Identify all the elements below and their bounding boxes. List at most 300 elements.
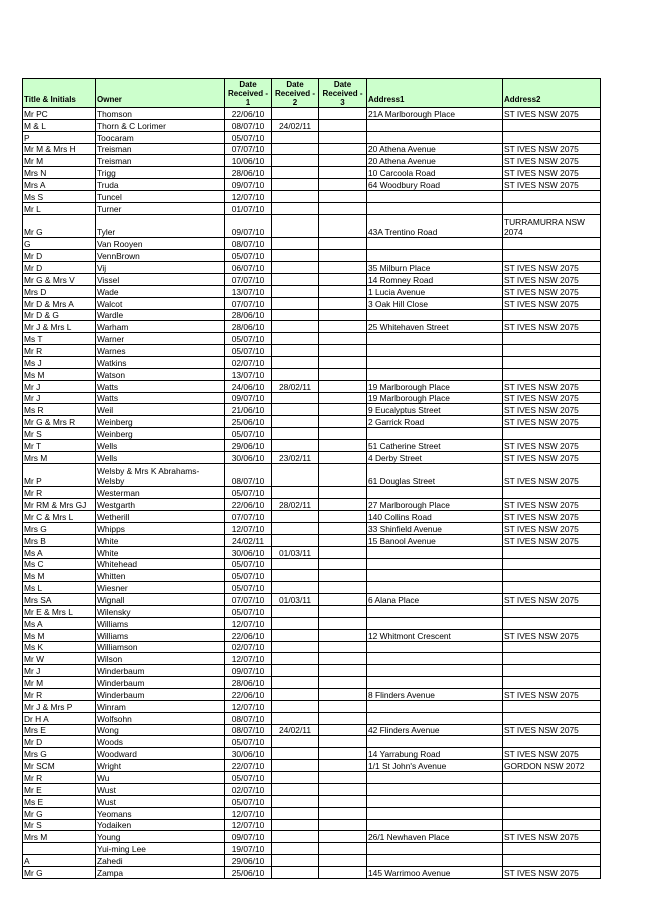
cell-title: Mr P xyxy=(23,463,96,487)
cell-title: P xyxy=(23,131,96,143)
cell-address1 xyxy=(367,191,503,203)
cell-address1: 51 Catherine Street xyxy=(367,440,503,452)
cell-date-2 xyxy=(272,321,319,333)
table-row xyxy=(23,191,601,203)
cell-title: G xyxy=(23,238,96,250)
cell-address1: 9 Eucalyptus Street xyxy=(367,404,503,416)
cell-date-3 xyxy=(319,333,367,345)
table-row xyxy=(23,214,601,238)
cell-address1: 2 Garrick Road xyxy=(367,416,503,428)
cell-owner: Thorn & C Lorimer xyxy=(96,119,225,131)
table-row xyxy=(23,855,601,867)
cell-title: Ms S xyxy=(23,191,96,203)
cell-date-2 xyxy=(272,617,319,629)
cell-address1: 19 Marlborough Place xyxy=(367,392,503,404)
cell-date-2 xyxy=(272,629,319,641)
cell-date-2 xyxy=(272,582,319,594)
cell-title: Ms A xyxy=(23,546,96,558)
cell-date-1: 13/07/10 xyxy=(225,368,272,380)
cell-title: Mrs SA xyxy=(23,594,96,606)
cell-date-2 xyxy=(272,214,319,238)
table-row xyxy=(23,155,601,167)
cell-address2 xyxy=(503,855,601,867)
cell-date-2: 01/03/11 xyxy=(272,594,319,606)
cell-owner: Wong xyxy=(96,724,225,736)
cell-title: Mr R xyxy=(23,772,96,784)
cell-date-2 xyxy=(272,819,319,831)
cell-address1: 33 Shinfield Avenue xyxy=(367,523,503,535)
cell-date-3 xyxy=(319,202,367,214)
table-row xyxy=(23,202,601,214)
cell-address2 xyxy=(503,772,601,784)
table-row xyxy=(23,309,601,321)
cell-title: Mr J xyxy=(23,380,96,392)
cell-date-3 xyxy=(319,606,367,618)
cell-address2: ST IVES NSW 2075 xyxy=(503,594,601,606)
cell-address1 xyxy=(367,712,503,724)
table-row xyxy=(23,606,601,618)
cell-owner: Whitten xyxy=(96,570,225,582)
table-row xyxy=(23,274,601,286)
cell-address2 xyxy=(503,570,601,582)
cell-title: Mr G xyxy=(23,214,96,238)
cell-title: Mr M & Mrs H xyxy=(23,143,96,155)
cell-owner: Zahedi xyxy=(96,855,225,867)
cell-date-2 xyxy=(272,463,319,487)
cell-date-1: 22/06/10 xyxy=(225,689,272,701)
cell-title: Mr D & G xyxy=(23,309,96,321)
cell-date-3 xyxy=(319,724,367,736)
cell-address1: 8 Flinders Avenue xyxy=(367,689,503,701)
cell-address1: 25 Whitehaven Street xyxy=(367,321,503,333)
cell-address2: ST IVES NSW 2075 xyxy=(503,167,601,179)
cell-address1 xyxy=(367,558,503,570)
cell-owner: Whitehead xyxy=(96,558,225,570)
table-row xyxy=(23,143,601,155)
cell-date-2 xyxy=(272,760,319,772)
cell-address2 xyxy=(503,819,601,831)
cell-date-3 xyxy=(319,653,367,665)
cell-date-2: 28/02/11 xyxy=(272,499,319,511)
cell-date-2 xyxy=(272,440,319,452)
cell-date-1: 09/07/10 xyxy=(225,392,272,404)
cell-date-2 xyxy=(272,357,319,369)
cell-date-2 xyxy=(272,108,319,120)
cell-date-1: 19/07/10 xyxy=(225,843,272,855)
cell-date-3 xyxy=(319,392,367,404)
cell-owner: Warnes xyxy=(96,345,225,357)
cell-address1: 14 Yarrabung Road xyxy=(367,748,503,760)
cell-owner: White xyxy=(96,534,225,546)
cell-date-1: 12/07/10 xyxy=(225,653,272,665)
cell-date-3 xyxy=(319,582,367,594)
cell-address1 xyxy=(367,202,503,214)
cell-address1 xyxy=(367,368,503,380)
table-row xyxy=(23,653,601,665)
cell-owner: Tuncel xyxy=(96,191,225,203)
cell-title: Ms A xyxy=(23,617,96,629)
cell-date-1: 05/07/10 xyxy=(225,582,272,594)
cell-owner: Wright xyxy=(96,760,225,772)
table-row xyxy=(23,416,601,428)
table-row xyxy=(23,250,601,262)
cell-owner: Westgarth xyxy=(96,499,225,511)
cell-owner: Vij xyxy=(96,262,225,274)
cell-address1 xyxy=(367,617,503,629)
cell-address2: ST IVES NSW 2075 xyxy=(503,748,601,760)
cell-title: Ms L xyxy=(23,582,96,594)
table-body xyxy=(23,108,601,879)
cell-date-1: 12/07/10 xyxy=(225,191,272,203)
cell-owner: Warham xyxy=(96,321,225,333)
cell-title: Mr G xyxy=(23,807,96,819)
cell-address2: ST IVES NSW 2075 xyxy=(503,724,601,736)
table-row xyxy=(23,321,601,333)
cell-address2: ST IVES NSW 2075 xyxy=(503,416,601,428)
table-row xyxy=(23,131,601,143)
cell-date-3 xyxy=(319,499,367,511)
cell-owner: Wignall xyxy=(96,594,225,606)
cell-date-3 xyxy=(319,689,367,701)
cell-address1 xyxy=(367,119,503,131)
cell-address2: GORDON NSW 2072 xyxy=(503,760,601,772)
cell-owner: Woods xyxy=(96,736,225,748)
cell-title: Mr C & Mrs L xyxy=(23,511,96,523)
cell-owner: Vissel xyxy=(96,274,225,286)
cell-address2: ST IVES NSW 2075 xyxy=(503,262,601,274)
cell-date-2: 01/03/11 xyxy=(272,546,319,558)
cell-date-1: 29/06/10 xyxy=(225,440,272,452)
cell-title: Ms M xyxy=(23,368,96,380)
cell-title: Mr D & Mrs A xyxy=(23,297,96,309)
cell-address1 xyxy=(367,582,503,594)
cell-address1: 14 Romney Road xyxy=(367,274,503,286)
cell-title: Mr G xyxy=(23,866,96,878)
cell-address2: ST IVES NSW 2075 xyxy=(503,274,601,286)
cell-address2 xyxy=(503,309,601,321)
table-row xyxy=(23,534,601,546)
cell-date-1: 08/07/10 xyxy=(225,119,272,131)
cell-address1: 20 Athena Avenue xyxy=(367,155,503,167)
cell-date-3 xyxy=(319,238,367,250)
cell-date-1: 05/07/10 xyxy=(225,772,272,784)
cell-date-2 xyxy=(272,855,319,867)
cell-address1: 15 Banool Avenue xyxy=(367,534,503,546)
cell-owner: Wust xyxy=(96,783,225,795)
col-header-date-3: Date Received - 3 xyxy=(319,79,367,108)
cell-date-1: 05/07/10 xyxy=(225,558,272,570)
cell-title: Ms C xyxy=(23,558,96,570)
cell-date-2 xyxy=(272,641,319,653)
cell-date-3 xyxy=(319,404,367,416)
table-row xyxy=(23,262,601,274)
cell-address2: ST IVES NSW 2075 xyxy=(503,511,601,523)
cell-owner: Winram xyxy=(96,700,225,712)
cell-address2 xyxy=(503,487,601,499)
cell-date-3 xyxy=(319,214,367,238)
table-row xyxy=(23,866,601,878)
cell-date-2 xyxy=(272,309,319,321)
cell-date-1: 07/07/10 xyxy=(225,274,272,286)
cell-address1: 4 Derby Street xyxy=(367,451,503,463)
cell-date-2 xyxy=(272,606,319,618)
table-row xyxy=(23,783,601,795)
cell-address1: 3 Oak Hill Close xyxy=(367,297,503,309)
cell-address1 xyxy=(367,783,503,795)
cell-date-1: 30/06/10 xyxy=(225,546,272,558)
cell-date-1: 22/06/10 xyxy=(225,629,272,641)
cell-address1: 64 Woodbury Road xyxy=(367,179,503,191)
cell-owner: Winderbaum xyxy=(96,677,225,689)
cell-date-2 xyxy=(272,155,319,167)
cell-date-2 xyxy=(272,428,319,440)
cell-address2 xyxy=(503,558,601,570)
cell-date-1: 28/06/10 xyxy=(225,677,272,689)
cell-date-2 xyxy=(272,689,319,701)
cell-owner: Watson xyxy=(96,368,225,380)
cell-address1 xyxy=(367,843,503,855)
cell-title: Mr RM & Mrs GJ xyxy=(23,499,96,511)
cell-date-3 xyxy=(319,416,367,428)
cell-title: Mr D xyxy=(23,250,96,262)
cell-date-1: 05/07/10 xyxy=(225,736,272,748)
cell-address2: ST IVES NSW 2075 xyxy=(503,831,601,843)
cell-date-3 xyxy=(319,843,367,855)
cell-address2: ST IVES NSW 2075 xyxy=(503,285,601,297)
cell-date-2: 23/02/11 xyxy=(272,451,319,463)
col-header-title: Title & Initials xyxy=(23,79,96,108)
table-row xyxy=(23,487,601,499)
cell-title: Mr G & Mrs R xyxy=(23,416,96,428)
cell-owner: Truda xyxy=(96,179,225,191)
cell-title: Mrs M xyxy=(23,831,96,843)
cell-owner: Watkins xyxy=(96,357,225,369)
cell-title: Ms T xyxy=(23,333,96,345)
table-row xyxy=(23,511,601,523)
cell-owner: Wiesner xyxy=(96,582,225,594)
cell-address1 xyxy=(367,333,503,345)
col-header-date-2: Date Received - 2 xyxy=(272,79,319,108)
cell-title: Mr R xyxy=(23,345,96,357)
cell-owner: Wust xyxy=(96,795,225,807)
cell-date-1: 09/07/10 xyxy=(225,665,272,677)
cell-owner: Wu xyxy=(96,772,225,784)
cell-title: Mr R xyxy=(23,487,96,499)
cell-owner: Wade xyxy=(96,285,225,297)
cell-title: Mrs M xyxy=(23,451,96,463)
cell-address2 xyxy=(503,641,601,653)
cell-owner: Wells xyxy=(96,451,225,463)
table-row xyxy=(23,404,601,416)
cell-date-3 xyxy=(319,866,367,878)
table-row xyxy=(23,558,601,570)
cell-title: Mr S xyxy=(23,428,96,440)
cell-address1: 10 Carcoola Road xyxy=(367,167,503,179)
cell-date-3 xyxy=(319,665,367,677)
header-row xyxy=(23,79,601,108)
cell-address1 xyxy=(367,772,503,784)
cell-title: Mr L xyxy=(23,202,96,214)
cell-owner: Treisman xyxy=(96,143,225,155)
col-header-date-1: Date Received - 1 xyxy=(225,79,272,108)
cell-date-3 xyxy=(319,380,367,392)
cell-date-1: 05/07/10 xyxy=(225,131,272,143)
cell-address2: TURRAMURRA NSW 2074 xyxy=(503,214,601,238)
cell-date-2 xyxy=(272,795,319,807)
cell-address2: ST IVES NSW 2075 xyxy=(503,404,601,416)
cell-address1 xyxy=(367,653,503,665)
cell-date-1: 13/07/10 xyxy=(225,285,272,297)
table-row xyxy=(23,819,601,831)
cell-date-1: 12/07/10 xyxy=(225,819,272,831)
cell-owner: Yodaiken xyxy=(96,819,225,831)
cell-date-2 xyxy=(272,487,319,499)
cell-date-1: 10/06/10 xyxy=(225,155,272,167)
cell-date-3 xyxy=(319,119,367,131)
cell-date-2 xyxy=(272,843,319,855)
cell-title: Mr T xyxy=(23,440,96,452)
cell-address1: 27 Marlborough Place xyxy=(367,499,503,511)
cell-owner: Van Rooyen xyxy=(96,238,225,250)
cell-date-3 xyxy=(319,677,367,689)
cell-address2 xyxy=(503,191,601,203)
table-row xyxy=(23,451,601,463)
cell-address1: 6 Alana Place xyxy=(367,594,503,606)
cell-date-2 xyxy=(272,511,319,523)
cell-address2 xyxy=(503,546,601,558)
cell-address1 xyxy=(367,795,503,807)
cell-date-2 xyxy=(272,143,319,155)
cell-date-1: 30/06/10 xyxy=(225,451,272,463)
cell-date-1: 09/07/10 xyxy=(225,831,272,843)
cell-address1 xyxy=(367,641,503,653)
cell-address2 xyxy=(503,368,601,380)
cell-date-1: 12/07/10 xyxy=(225,807,272,819)
cell-address1: 42 Flinders Avenue xyxy=(367,724,503,736)
cell-address1 xyxy=(367,855,503,867)
table-row xyxy=(23,629,601,641)
cell-address1 xyxy=(367,345,503,357)
cell-owner: Trigg xyxy=(96,167,225,179)
table-row xyxy=(23,665,601,677)
cell-title: Mr J xyxy=(23,392,96,404)
cell-title: Mr G & Mrs V xyxy=(23,274,96,286)
cell-date-1: 08/07/10 xyxy=(225,463,272,487)
cell-owner: Weinberg xyxy=(96,428,225,440)
table-row xyxy=(23,700,601,712)
cell-date-1: 05/07/10 xyxy=(225,606,272,618)
cell-address2 xyxy=(503,783,601,795)
cell-date-1: 07/07/10 xyxy=(225,143,272,155)
cell-address1 xyxy=(367,700,503,712)
table-row xyxy=(23,179,601,191)
cell-owner: Watts xyxy=(96,380,225,392)
cell-title: Mr S xyxy=(23,819,96,831)
cell-title: Ms M xyxy=(23,629,96,641)
cell-date-1: 24/02/11 xyxy=(225,534,272,546)
cell-date-2 xyxy=(272,238,319,250)
table-row xyxy=(23,463,601,487)
col-header-owner: Owner xyxy=(96,79,225,108)
cell-date-1: 28/06/10 xyxy=(225,321,272,333)
cell-date-1: 07/07/10 xyxy=(225,594,272,606)
cell-title: Mrs G xyxy=(23,748,96,760)
table-row xyxy=(23,368,601,380)
cell-title: Mr D xyxy=(23,262,96,274)
cell-date-1: 07/07/10 xyxy=(225,297,272,309)
cell-date-2 xyxy=(272,202,319,214)
cell-date-1: 05/07/10 xyxy=(225,345,272,357)
cell-date-1: 09/07/10 xyxy=(225,179,272,191)
cell-date-1: 12/07/10 xyxy=(225,700,272,712)
cell-address1: 19 Marlborough Place xyxy=(367,380,503,392)
cell-owner: Weil xyxy=(96,404,225,416)
cell-date-2 xyxy=(272,700,319,712)
table-row xyxy=(23,357,601,369)
cell-title: Mrs B xyxy=(23,534,96,546)
table-row xyxy=(23,345,601,357)
cell-owner: Young xyxy=(96,831,225,843)
cell-date-1: 22/07/10 xyxy=(225,760,272,772)
cell-date-1: 05/07/10 xyxy=(225,428,272,440)
cell-owner: Wilensky xyxy=(96,606,225,618)
cell-date-3 xyxy=(319,831,367,843)
table-row xyxy=(23,380,601,392)
col-header-address2: Address2 xyxy=(503,79,601,108)
table-row xyxy=(23,831,601,843)
cell-address1: 21A Marlborough Place xyxy=(367,108,503,120)
cell-date-2 xyxy=(272,783,319,795)
cell-date-2 xyxy=(272,807,319,819)
cell-date-3 xyxy=(319,783,367,795)
cell-title: Mr PC xyxy=(23,108,96,120)
table-row xyxy=(23,297,601,309)
cell-date-3 xyxy=(319,534,367,546)
cell-address2: ST IVES NSW 2075 xyxy=(503,108,601,120)
cell-date-3 xyxy=(319,760,367,772)
cell-address1 xyxy=(367,807,503,819)
cell-address2: ST IVES NSW 2075 xyxy=(503,689,601,701)
cell-title: Mrs N xyxy=(23,167,96,179)
cell-title: Mr W xyxy=(23,653,96,665)
cell-owner: Wilson xyxy=(96,653,225,665)
cell-owner: Woodward xyxy=(96,748,225,760)
cell-date-3 xyxy=(319,345,367,357)
cell-date-1: 28/06/10 xyxy=(225,167,272,179)
cell-date-1: 08/07/10 xyxy=(225,238,272,250)
table-row xyxy=(23,285,601,297)
cell-date-3 xyxy=(319,511,367,523)
cell-date-1: 02/07/10 xyxy=(225,641,272,653)
cell-address2: ST IVES NSW 2075 xyxy=(503,866,601,878)
cell-title: Mr E & Mrs L xyxy=(23,606,96,618)
table-row xyxy=(23,760,601,772)
cell-address1 xyxy=(367,357,503,369)
cell-address2 xyxy=(503,617,601,629)
cell-date-3 xyxy=(319,641,367,653)
cell-date-3 xyxy=(319,274,367,286)
cell-owner: Winderbaum xyxy=(96,689,225,701)
cell-date-3 xyxy=(319,368,367,380)
cell-owner: Tyler xyxy=(96,214,225,238)
table-row xyxy=(23,119,601,131)
cell-title: Mrs E xyxy=(23,724,96,736)
cell-address2 xyxy=(503,582,601,594)
cell-title: Mr M xyxy=(23,155,96,167)
cell-date-3 xyxy=(319,487,367,499)
cell-title: Mr E xyxy=(23,783,96,795)
cell-address2: ST IVES NSW 2075 xyxy=(503,392,601,404)
